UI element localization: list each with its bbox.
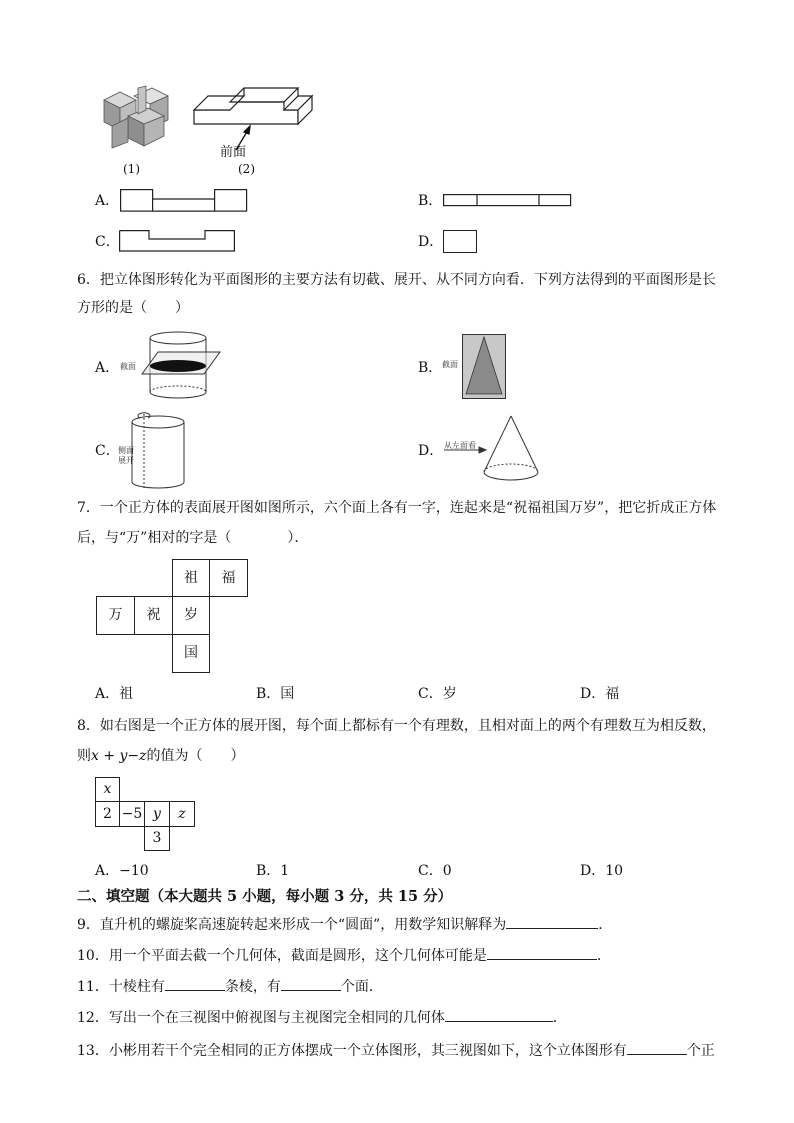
q6-option-a-figure[interactable] — [136, 330, 222, 402]
q11-edges-blank[interactable] — [165, 976, 225, 991]
q5-option-c-label[interactable]: C． — [95, 234, 120, 250]
q6-option-b-figure[interactable] — [462, 334, 506, 400]
q6-option-b-label[interactable]: B． — [418, 360, 443, 376]
q8-option-d[interactable]: D．10 — [580, 863, 624, 879]
net-cell-sui: 岁 — [172, 596, 210, 635]
q11: 11．十棱柱有 条棱，有 个面． — [77, 976, 383, 997]
net-cell-zhu: 祝 — [134, 596, 173, 635]
puzzle-cube-figure — [98, 86, 172, 152]
front-label: 前面 — [220, 145, 247, 160]
q5-option-b-label[interactable]: B． — [418, 193, 443, 209]
q8-prefix: 则 — [77, 748, 91, 764]
q7-option-c[interactable]: C．岁 — [418, 686, 457, 702]
net-cell-fu: 福 — [209, 559, 248, 597]
q12: 12．写出一个在三视图中俯视图与主视图完全相同的几何体 ． — [77, 1007, 567, 1028]
q7-option-d[interactable]: D．福 — [580, 686, 620, 702]
q8-expression: x + y−z — [91, 748, 147, 764]
q8-stem-line1: 8．如右图是一个正方体的展开图，每个面上都标有一个有理数，且相对面上的两个有理数互为相反数， — [77, 718, 716, 734]
q6-c-caption-2: 展开 — [118, 456, 134, 465]
section-2-heading: 二、填空题（本大题共 5 小题，每小题 3 分，共 15 分） — [77, 888, 453, 905]
q6-b-caption: 截面 — [442, 360, 458, 369]
q6-option-a-label[interactable]: A． — [95, 360, 120, 376]
q9: 9．直升机的螺旋桨高速旋转起来形成一个“圆面”，用数学知识解释为 ． — [77, 914, 612, 935]
net8-cell-x: x — [95, 777, 120, 802]
q6-c-caption-1: 侧面 — [118, 446, 134, 455]
q8-option-c[interactable]: C．0 — [418, 863, 452, 879]
q5-option-a-shape[interactable] — [120, 189, 248, 213]
q6-stem-line2: 方形的是（ ） — [77, 300, 189, 316]
q8-option-b[interactable]: B．1 — [256, 863, 290, 879]
q6-option-d-figure[interactable] — [444, 412, 544, 486]
q5-option-c-shape[interactable] — [119, 230, 237, 254]
net8-cell-2: 2 — [95, 801, 120, 827]
q13-answer-blank[interactable] — [627, 1040, 687, 1055]
net8-cell-z: z — [169, 801, 195, 827]
net-cell-guo: 国 — [172, 634, 210, 673]
q7-stem-line1: 7．一个正方体的表面展开图如图所示，六个面上各有一字，连起来是“祝福祖国万岁”，把它折成正方体 — [77, 500, 717, 516]
net8-cell-3: 3 — [144, 826, 170, 851]
q6-a-caption: 截面 — [120, 362, 136, 371]
q5-option-d-shape[interactable] — [443, 230, 477, 253]
q9-answer-blank[interactable] — [506, 914, 598, 929]
figure-label-1: (1) — [123, 162, 140, 176]
q5-option-b-shape[interactable] — [443, 194, 573, 208]
q5-option-a-label[interactable]: A． — [95, 193, 120, 209]
q6-stem-line1: 6．把立体图形转化为平面图形的主要方法有切截、展开、从不同方向看．下列方法得到的平面图形是长 — [77, 272, 716, 288]
net-cell-zu: 祖 — [172, 559, 210, 597]
q6-d-caption: 从左面看 — [444, 441, 476, 450]
q8-option-a[interactable]: A．−10 — [95, 863, 149, 879]
q8-stem-line2 — [77, 746, 245, 766]
q12-answer-blank[interactable] — [445, 1007, 553, 1022]
net8-cell-neg5: −5 — [119, 801, 145, 827]
net-cell-wan: 万 — [96, 596, 135, 635]
q5-option-d-label[interactable]: D． — [418, 234, 444, 250]
q8-suffix: 的值为（ ） — [146, 748, 245, 764]
q7-option-b[interactable]: B．国 — [256, 686, 295, 702]
figure-label-2: (2) — [238, 162, 255, 176]
q7-stem-line2: 后，与“万”相对的字是（ ）． — [77, 530, 309, 546]
net8-cell-y: y — [144, 801, 170, 827]
step-block-figure — [192, 90, 320, 156]
q6-option-d-label[interactable]: D． — [418, 443, 444, 459]
q10-answer-blank[interactable] — [487, 945, 597, 960]
q7-option-a[interactable]: A．祖 — [95, 686, 134, 702]
q13: 13．小彬用若干个完全相同的正方体摆成一个立体图形，其三视图如下，这个立体图形有 个正 — [77, 1040, 715, 1061]
q10: 10．用一个平面去截一个几何体，截面是圆形，这个几何体可能是 . — [77, 945, 601, 966]
q6-option-c-figure[interactable] — [114, 410, 186, 490]
q6-option-c-label[interactable]: C． — [95, 443, 120, 459]
q11-faces-blank[interactable] — [281, 976, 341, 991]
